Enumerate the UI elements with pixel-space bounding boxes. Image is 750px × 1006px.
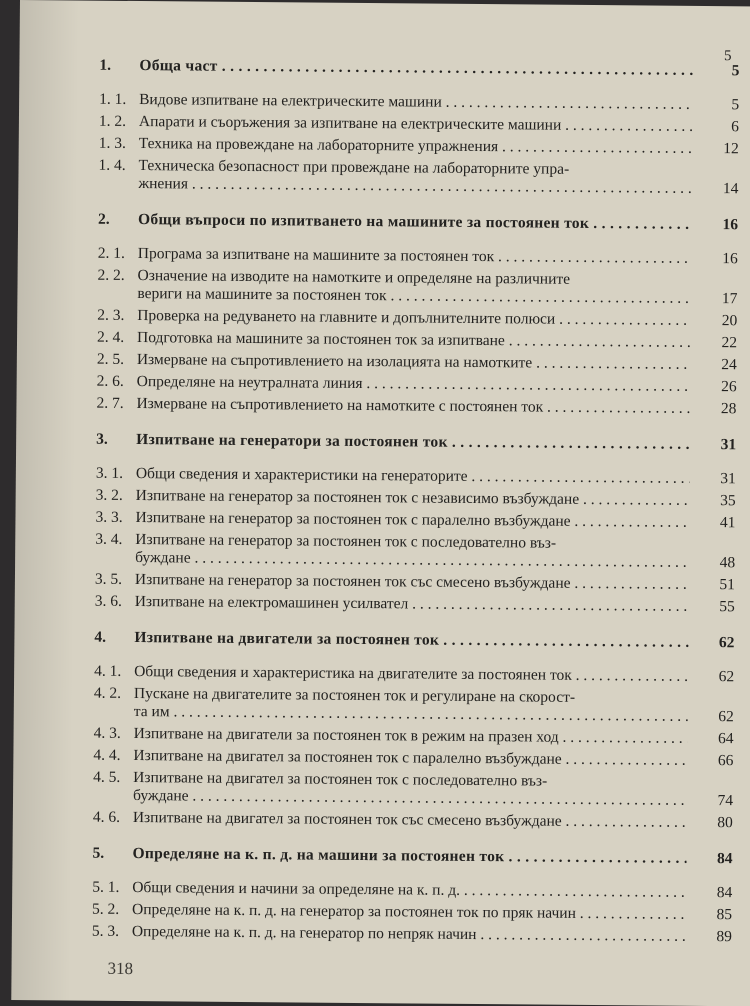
entry-title: [135, 571, 689, 594]
entry-number: 2. 6.: [96, 372, 124, 390]
entry-page-number: 31: [720, 436, 737, 454]
entry-page-number: 31: [720, 470, 736, 488]
entry-number: 3. 2.: [95, 486, 123, 504]
toc-subsection-entry: [99, 91, 739, 115]
entry-page-number: 66: [717, 752, 734, 770]
entry-number: 2. 3.: [97, 306, 125, 324]
entry-title: [134, 685, 688, 726]
table-of-contents: [92, 39, 740, 947]
toc-section-entry: [92, 845, 732, 869]
entry-title-line: Изпитване на двигател за постоянен ток със смесено възбуждане . . .: [133, 809, 687, 832]
entry-title: [136, 431, 690, 454]
toc-subsection-entry: [97, 329, 737, 353]
toc-subsection-entry: [94, 663, 734, 687]
toc-subsection-entry: [92, 879, 732, 903]
entry-number: 3. 6.: [94, 592, 122, 610]
entry-title-line: Видове изпитване на електрическите машини . . .: [139, 91, 693, 114]
entry-title-line: Определяне на неутралната линия . . .: [137, 373, 691, 396]
entry-page-number: 24: [721, 356, 737, 374]
entry-page-number: 35: [720, 492, 736, 510]
entry-page-number: 74: [717, 792, 734, 810]
entry-number: 3. 3.: [95, 508, 123, 526]
entry-number: 4. 5.: [93, 768, 121, 786]
entry-title-line: Техническа безопасност при провеждане на лабораторните упра-: [138, 157, 570, 178]
toc-subsection-entry: [93, 747, 733, 771]
entry-title: [132, 901, 686, 924]
toc-subsection-entry: [94, 725, 734, 749]
entry-title-line: буждане . . .: [135, 549, 689, 572]
entry-page-number: 51: [719, 576, 735, 594]
entry-number: 1. 1.: [99, 90, 127, 108]
entry-title: [135, 509, 689, 532]
entry-number: 4. 2.: [93, 684, 122, 702]
entry-number: 2. 2.: [97, 266, 125, 284]
toc-subsection-entry: [94, 685, 734, 727]
entry-title-line: Програма за изпитване на машините за постоянен ток . . .: [138, 245, 692, 268]
entry-title: [139, 91, 693, 114]
entry-title: [135, 593, 689, 616]
entry-page-number: 80: [717, 814, 733, 832]
entry-title: [135, 531, 689, 572]
toc-section-entry: [94, 629, 734, 653]
entry-title-line: жнения . . .: [138, 175, 692, 198]
entry-title-line: вериги на машините за постоянен ток . . .: [137, 285, 691, 308]
entry-page-number: 16: [722, 250, 738, 268]
entry-title-line: Изпитване на двигатели за постоянен ток . . .: [134, 629, 688, 652]
entry-title: [136, 487, 690, 510]
entry-page-number: 64: [718, 730, 734, 748]
entry-page-number: 89: [716, 928, 732, 946]
entry-title-line: Изпитване на генератор за постоянен ток с независимо възбуждане . . .: [136, 487, 690, 510]
toc-subsection-entry: [96, 487, 736, 511]
entry-page-number: 20: [721, 312, 738, 330]
toc-section-entry: [96, 431, 736, 455]
toc-subsection-entry: [93, 769, 733, 811]
entry-page-number: 22: [721, 334, 738, 352]
toc-subsection-entry: [96, 395, 736, 419]
toc-subsection-entry: [97, 307, 737, 331]
entry-title: [137, 307, 691, 330]
entry-page-number: 62: [718, 668, 735, 686]
entry-page-number: 14: [722, 180, 739, 198]
entry-title: [133, 769, 687, 810]
entry-number: 1. 3.: [98, 134, 126, 152]
entry-page-number: 84: [716, 850, 733, 868]
entry-number: 4. 1.: [94, 662, 122, 680]
toc-subsection-entry: [97, 351, 737, 375]
entry-title-line: Определяне на к. п. д. на генератор за постоянен ток по пряк начин . . .: [132, 901, 686, 924]
footer-page-number: 318: [107, 958, 134, 979]
entry-number: 4.: [94, 628, 107, 646]
entry-title: [134, 629, 688, 652]
entry-page-number: 48: [719, 554, 736, 572]
entry-title: [134, 725, 688, 748]
entry-title: [138, 157, 692, 198]
entry-title-line: Техника на провеждане на лабораторните упражнения . . .: [139, 135, 693, 158]
entry-page-number: 62: [718, 708, 734, 726]
entry-title-line: Обща част . . .: [139, 57, 693, 80]
toc-subsection-entry: [92, 923, 732, 947]
entry-title-line: Определяне на к. п. д. на машини за постоянен ток . . .: [132, 845, 686, 868]
entry-page-number: 16: [722, 216, 739, 234]
entry-page-number: 5: [731, 62, 740, 80]
toc-subsection-entry: [98, 245, 738, 269]
entry-number: 5. 2.: [91, 900, 120, 918]
entry-number: 5.: [92, 844, 105, 862]
entry-title-line: Изпитване на електромашинен усилвател . . .: [135, 593, 689, 616]
entry-number: 3. 5.: [94, 570, 123, 588]
entry-title: [138, 211, 692, 234]
entry-title-line: Общи сведения и начини за определяне на к. п. д. . . .: [132, 879, 686, 902]
book-page: [11, 0, 750, 1006]
entry-title-line: Общи сведения и характеристика на двигателите за постоянен ток . . .: [134, 663, 688, 686]
entry-number: 4. 6.: [92, 808, 121, 826]
toc-subsection-entry: [93, 809, 733, 833]
entry-page-number: 12: [723, 140, 739, 158]
entry-page-number: 17: [721, 290, 738, 308]
toc-subsection-entry: [97, 267, 737, 309]
entry-number: 1. 2.: [98, 112, 127, 130]
entry-number: 2. 7.: [96, 394, 124, 412]
entry-title-line: Изпитване на генератор за постоянен ток с последователно въз-: [135, 531, 557, 552]
entry-number: 1.: [99, 56, 112, 74]
entry-title: [132, 845, 686, 868]
entry-title-line: Изпитване на двигател за постоянен ток с паралелно възбуждане . . .: [133, 747, 687, 770]
entry-title-line: Означение на изводите на намотките и определяне на различните: [137, 267, 571, 288]
entry-title-line: Изпитване на генератор за постоянен ток със смесено възбуждане . . .: [135, 571, 689, 594]
entry-title-line: Определяне на к. п. д. на генератор по непряк начин . . .: [132, 923, 686, 946]
entry-title: [137, 351, 691, 374]
entry-title-line: Пускане на двигателите за постоянен ток и регулиране на скорост-: [133, 685, 576, 706]
entry-title: [134, 663, 688, 686]
entry-number: 1. 4.: [98, 156, 126, 174]
entry-page-number: 62: [718, 634, 735, 652]
entry-title: [132, 879, 686, 902]
entry-title-line: Измерване на съпротивлението на изолацията на намотките . . .: [137, 351, 691, 374]
entry-title-line: Подготовка на машините за постоянен ток за изпитване . . .: [137, 329, 691, 352]
entry-page-number: 55: [719, 598, 735, 616]
entry-title-line: Изпитване на двигатели за постоянен ток в режим на празен ход . . .: [134, 725, 688, 748]
entry-page-number: 5: [731, 96, 740, 114]
entry-number: 4. 4.: [93, 746, 121, 764]
toc-subsection-entry: [95, 509, 735, 533]
entry-number: 3.: [96, 430, 108, 448]
toc-subsection-entry: [99, 113, 739, 137]
entry-title: [137, 373, 691, 396]
toc-subsection-entry: [99, 135, 739, 159]
entry-page-number: 28: [720, 400, 737, 418]
entry-page-number: 6: [731, 118, 739, 136]
toc-section-entry: [98, 211, 738, 235]
toc-subsection-entry: [95, 593, 735, 617]
toc-subsection-entry: [95, 531, 735, 573]
entry-title: [138, 245, 692, 268]
entry-title: [133, 747, 687, 770]
toc-subsection-entry: [95, 571, 735, 595]
entry-number: 5. 1.: [92, 878, 120, 896]
entry-title-line: Общи въпроси по изпитването на машините за постоянен ток . . .: [138, 211, 692, 234]
entry-title: [139, 135, 693, 158]
entry-number: 2. 5.: [96, 350, 125, 368]
entry-title: [139, 113, 693, 136]
entry-number: 4. 3.: [93, 724, 121, 742]
entry-page-number: 26: [721, 378, 737, 396]
entry-title: [136, 465, 690, 488]
entry-title: [133, 809, 687, 832]
toc-subsection-entry: [96, 465, 736, 489]
entry-page-number: 84: [716, 884, 733, 902]
entry-title: [137, 329, 691, 352]
toc-section-entry: [99, 57, 739, 81]
entry-title-line: Общи сведения и характеристики на генераторите . . .: [136, 465, 690, 488]
toc-subsection-entry: [97, 373, 737, 397]
entry-title: [139, 57, 693, 80]
entry-number: 2. 1.: [97, 244, 125, 262]
entry-title-line: Изпитване на генератори за постоянен ток . . .: [136, 431, 690, 454]
entry-title-line: Изпитване на генератор за постоянен ток с паралелно възбуждане . . .: [135, 509, 689, 532]
entry-title: [132, 923, 686, 946]
toc-subsection-entry: [92, 901, 732, 925]
entry-number: 5. 3.: [91, 922, 120, 940]
top-page-number: 5: [723, 48, 732, 65]
toc-subsection-entry: [98, 157, 738, 199]
entry-title-line: Изпитване на двигател за постоянен ток с последователно въз-: [133, 769, 548, 790]
entry-number: 3. 1.: [95, 464, 124, 482]
entry-page-number: 85: [716, 906, 733, 924]
entry-title-line: та им . . .: [134, 703, 688, 726]
entry-number: 2.: [98, 210, 110, 228]
entry-number: 2. 4.: [96, 328, 125, 346]
entry-title: [136, 395, 690, 418]
entry-title: [137, 267, 691, 308]
entry-number: 3. 4.: [95, 530, 123, 548]
entry-title-line: Проверка на редуването на главните и допълнителните полюси . . .: [137, 307, 691, 330]
entry-title-line: Измерване на съпротивлението на намотките с постоянен ток . . .: [136, 395, 690, 418]
entry-title-line: буждане . . .: [133, 787, 687, 810]
entry-title-line: Апарати и съоръжения за изпитване на електрическите машини . . .: [139, 113, 693, 136]
entry-page-number: 41: [719, 514, 736, 532]
